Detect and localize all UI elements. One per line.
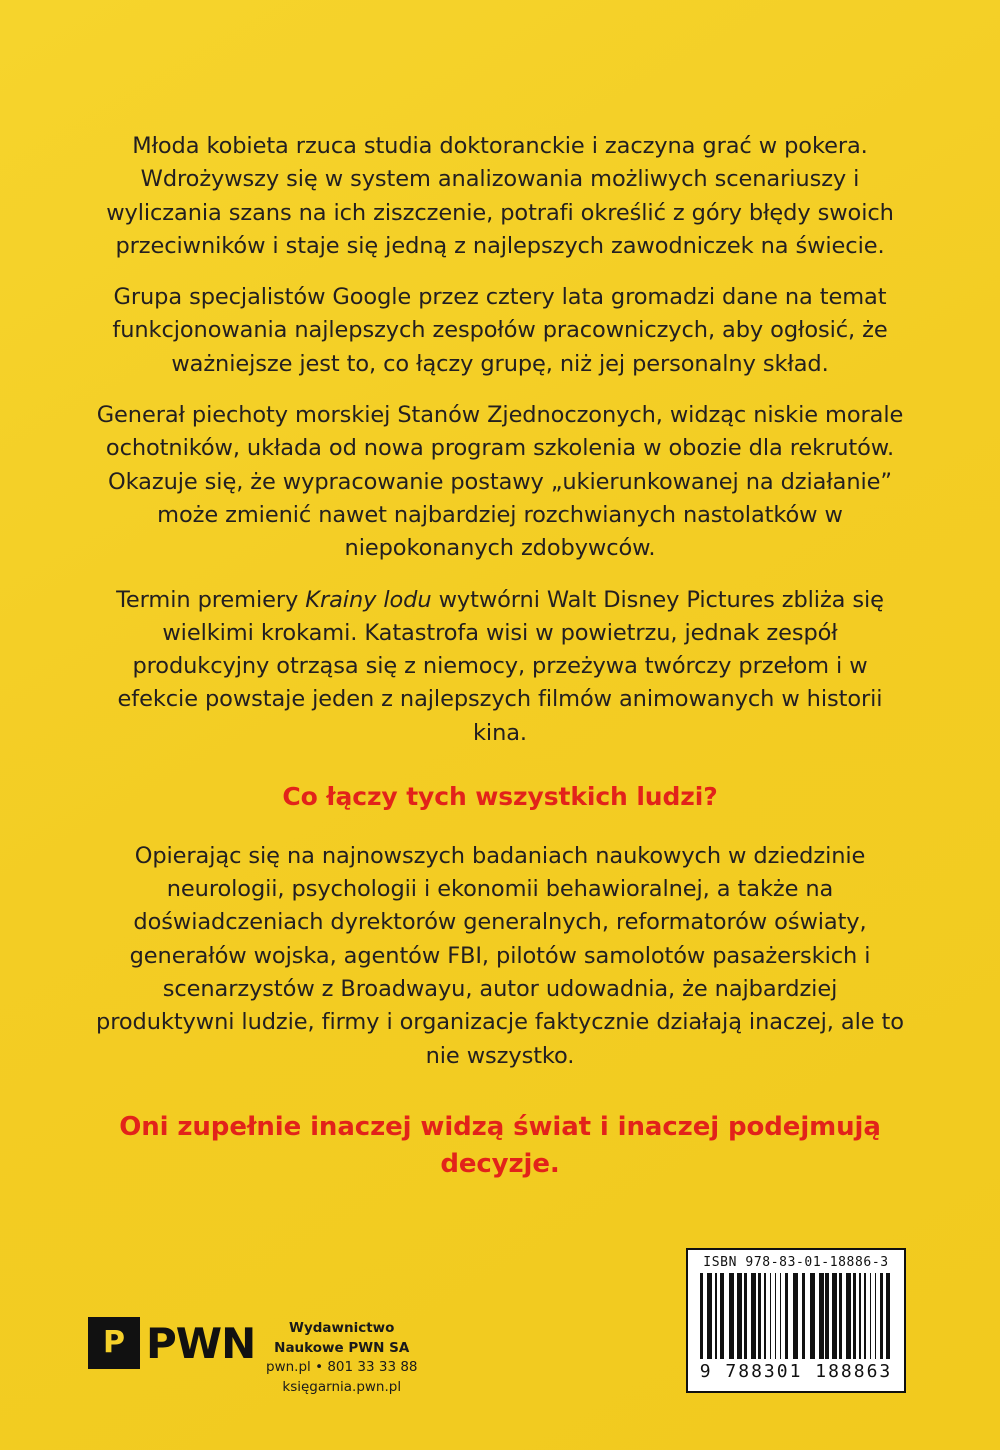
pwn-logo-wordmark: PWN [146, 1319, 256, 1368]
pwn-logo [88, 1315, 256, 1375]
blurb-paragraph-3: Generał piechoty morskiej Stanów Zjednoczonych, widząc niskie morale ochotników, układa od nowa program szkolenia w obozie dla rekrutów. Okazuje się, że wypracowanie postawy „ukierunkowanej na działanie” może zmienić nawet najbardziej rozchwianych nastolatków w niepokonanych zdobywców. [96, 402, 904, 562]
blurb-paragraph-4-after: wytwórni Walt Disney Pictures zbliża się wielkimi krokami. Katastrofa wisi w powietrzu, jednak zespół produkcyjny otrząsa się z niemocy, przeżywa twórczy przełom i w efekcie powstaje jeden z najlepszych filmów animowanych w historii kina. [117, 586, 884, 746]
publisher-line-1: Wydawnictwo [289, 1320, 395, 1336]
pwn-logo-mark-icon: P [88, 1317, 140, 1369]
blurb-text-block [95, 130, 905, 1183]
barcode-bars [696, 1273, 896, 1359]
blurb-closing-statement: Oni zupełnie inaczej widzą świat i inaczej podejmują decyzje. [119, 1111, 881, 1179]
publisher-line-2: Naukowe PWN SA [274, 1339, 410, 1356]
blurb-paragraph-1: Młoda kobieta rzuca studia doktoranckie i zaczyna grać w pokera. Wdrożywszy się w system analizowania możliwych scenariuszy i wyliczania szans na ich ziszczenie, potrafi określić z góry błędy swoich przeciwników i staje się jedną z najlepszych zawodniczek na świecie. [106, 133, 894, 259]
blurb-paragraph-4-before: Termin premiery [116, 586, 306, 613]
isbn-barcode [686, 1248, 906, 1393]
publisher-details [266, 1315, 418, 1397]
blurb-paragraph-4 [95, 584, 905, 750]
blurb-paragraph-5: Opierając się na najnowszych badaniach naukowych w dziedzinie neurologii, psychologii i ekonomii behawioralnej, a także na doświadczeniach dyrektorów generalnych, reformatorów oświaty, generałów wojska, agentów FBI, pilotów samolotów pasażerskich i scenarzystów z Broadwayu, autor udowadnia, że najbardziej produktywni ludzie, firmy i organizacje faktycznie działają inaczej, ale to nie wszystko. [96, 842, 904, 1069]
blurb-headline-question: Co łączy tych wszystkich ludzi? [282, 782, 718, 812]
film-title-italic: Krainy lodu [305, 586, 432, 613]
publisher-block [88, 1315, 418, 1397]
isbn-number-text: ISBN 978-83-01-18886-3 [703, 1255, 889, 1270]
blurb-paragraph-2: Grupa specjalistów Google przez cztery lata gromadzi dane na temat funkcjonowania najlepszych zespołów pracowniczych, aby ogłosić, że ważniejsze jest to, co łączy grupę, niż jej personalny skład. [112, 284, 888, 377]
publisher-line-3: pwn.pl • 801 33 33 88 [266, 1359, 418, 1376]
barcode-digits: 9 788301 188863 [699, 1361, 893, 1382]
publisher-line-4: księgarnia.pwn.pl [282, 1378, 402, 1395]
